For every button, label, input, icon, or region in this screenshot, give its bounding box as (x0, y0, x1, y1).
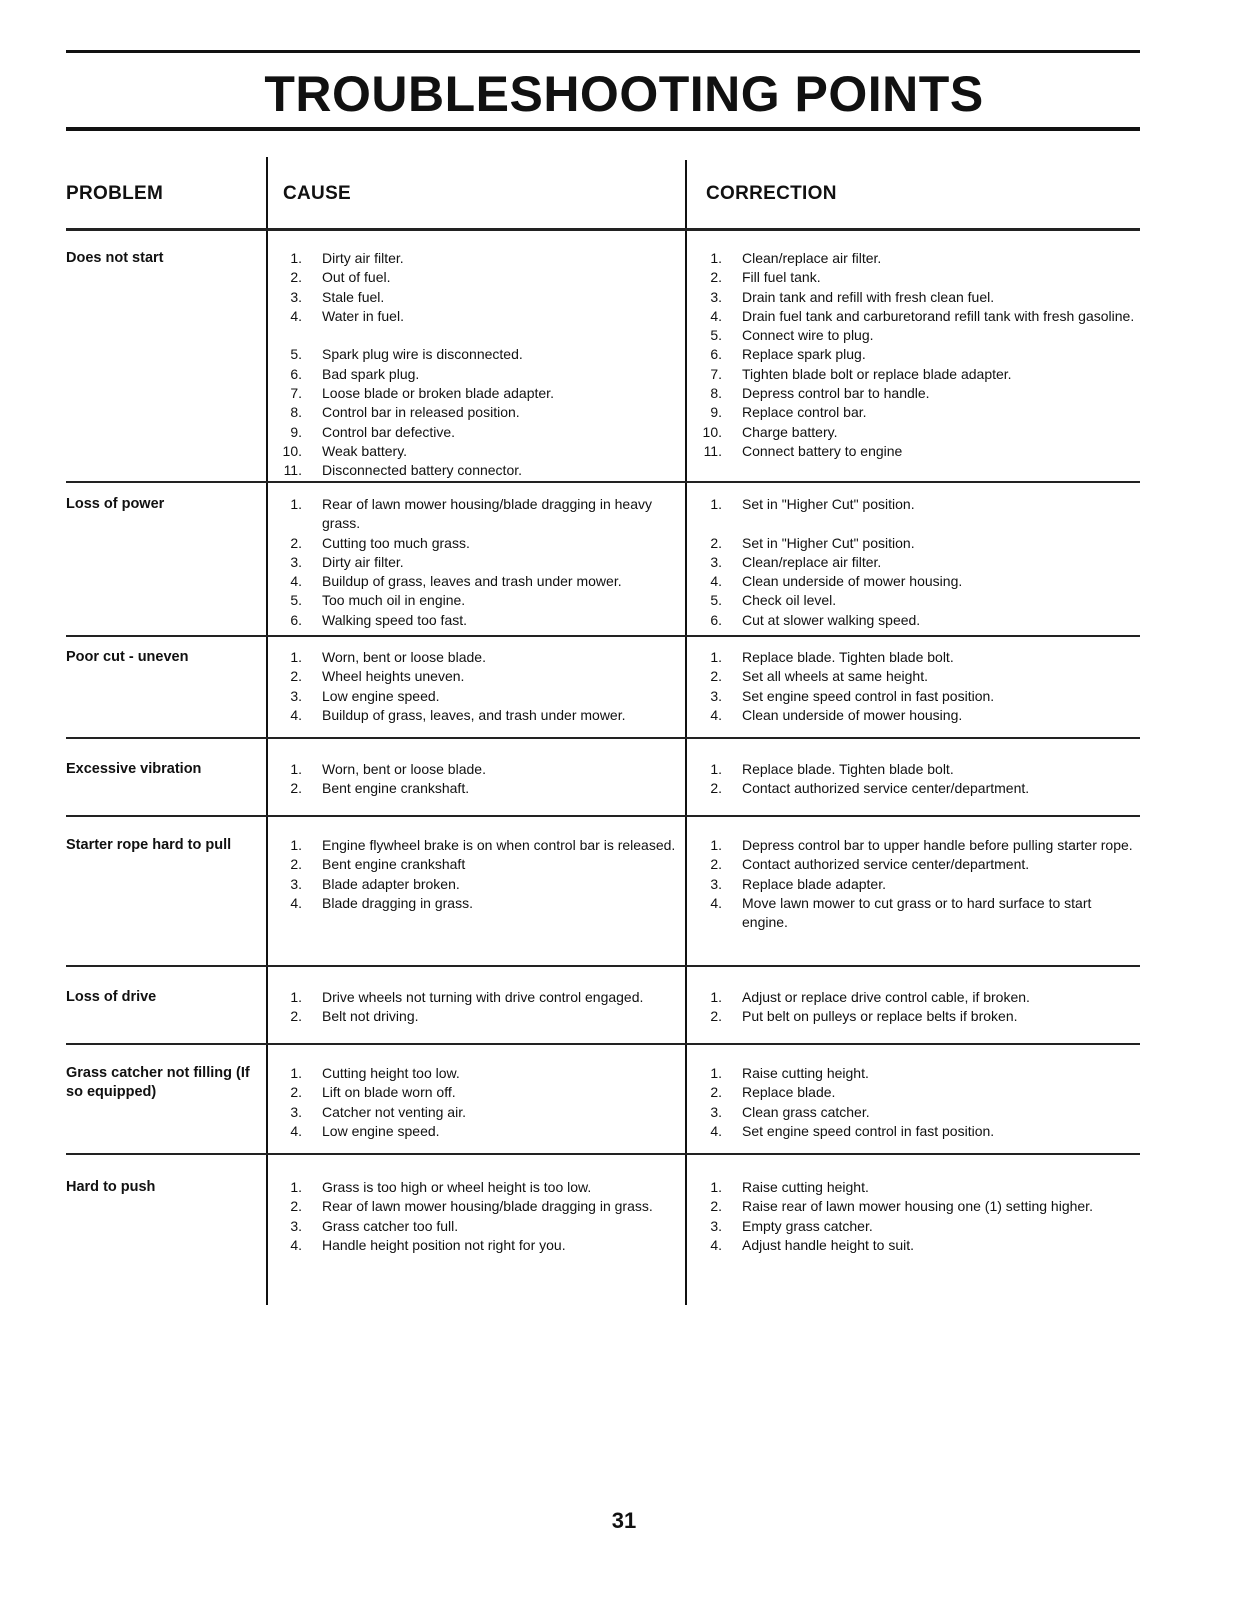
correction-item (698, 403, 1138, 422)
item-text: Set all wheels at same height. (742, 668, 928, 685)
item-number: 2. (290, 1084, 302, 1101)
item-number: 5. (710, 592, 722, 609)
cause-item (278, 249, 688, 268)
item-number: 11. (703, 442, 722, 459)
correction-item (698, 288, 1138, 307)
cause-item (278, 384, 688, 403)
item-text: Too much oil in engine. (322, 592, 466, 609)
item-text: Worn, bent or loose blade. (322, 649, 486, 665)
item-text: Empty grass catcher. (742, 1217, 873, 1234)
item-text: Depress control bar to upper handle before pulling starter rope. (742, 837, 1133, 853)
item-number: 4. (290, 894, 302, 911)
correction-item (698, 687, 1138, 706)
item-text: Drain fuel tank and carburetorand refill tank with fresh gasoline. (742, 307, 1135, 324)
item-number: 1. (290, 496, 302, 512)
correction-item (698, 442, 1138, 461)
correction-item (698, 667, 1138, 686)
item-number: 2. (290, 534, 302, 551)
item-number: 2. (290, 668, 302, 685)
item-number: 4. (710, 307, 722, 324)
item-number: 1. (710, 1065, 722, 1081)
item-text: Handle height position not right for you. (322, 1236, 566, 1253)
correction-list (698, 495, 1138, 630)
item-number: 2. (710, 269, 722, 286)
correction-item (698, 1122, 1138, 1141)
item-number: 3. (290, 687, 302, 704)
item-number: 3. (290, 288, 302, 305)
correction-item (698, 1103, 1138, 1122)
item-number: 6. (290, 611, 302, 628)
item-text: Connect battery to engine (742, 442, 903, 459)
item-number: 3. (290, 1217, 302, 1234)
item-text: Bad spark plug. (322, 365, 420, 382)
header-cause: CAUSE (283, 183, 352, 204)
item-number: 1. (710, 1179, 722, 1195)
correction-list (698, 249, 1138, 461)
correction-item (698, 572, 1138, 591)
cause-list (278, 648, 688, 725)
correction-item (698, 1007, 1138, 1026)
item-number: 2. (290, 780, 302, 797)
item-text: Dirty air filter. (322, 250, 404, 266)
correction-item (698, 760, 1138, 779)
item-number: 4. (290, 1122, 302, 1139)
item-text: Cutting too much grass. (322, 534, 470, 551)
cause-item (278, 706, 688, 725)
correction-item (698, 249, 1138, 268)
correction-item (698, 326, 1138, 345)
cause-item (278, 1103, 688, 1122)
cause-item (278, 1217, 688, 1236)
item-text: Contact authorized service center/department. (742, 780, 1030, 797)
item-number: 7. (710, 365, 722, 382)
item-number: 5. (290, 346, 302, 363)
item-text: Rear of lawn mower housing/blade dragging in grass. (322, 1198, 653, 1215)
column-divider-cause (266, 157, 268, 1305)
item-number: 2. (710, 534, 722, 551)
problem-label: Excessive vibration (66, 761, 202, 777)
title-rule-top (66, 50, 1140, 53)
problem-label: Starter rope hard to pull (66, 837, 232, 853)
cause-item (278, 1083, 688, 1102)
item-text: Connect wire to plug. (742, 327, 874, 344)
item-number: 1. (710, 649, 722, 665)
item-text: Catcher not venting air. (322, 1103, 466, 1120)
problem-label: Does not start (66, 250, 164, 266)
correction-item (698, 345, 1138, 364)
item-text: Low engine speed. (322, 687, 440, 704)
item-text: Weak battery. (322, 442, 408, 459)
cause-item (278, 307, 688, 326)
correction-item (698, 988, 1138, 1007)
page-title: TROUBLESHOOTING POINTS (264, 66, 984, 122)
correction-item (698, 365, 1138, 384)
item-number: 5. (710, 327, 722, 344)
item-text: Contact authorized service center/department. (742, 856, 1030, 873)
cause-item (278, 326, 688, 345)
row-separator (66, 635, 1140, 637)
correction-item (698, 268, 1138, 287)
item-text: Check oil level. (742, 592, 837, 609)
item-text: Replace spark plug. (742, 346, 866, 363)
item-text: Worn, bent or loose blade. (322, 761, 486, 777)
item-text: Raise cutting height. (742, 1065, 869, 1081)
item-text: Out of fuel. (322, 269, 391, 286)
row-separator (66, 737, 1140, 739)
item-text: Set engine speed control in fast position. (742, 687, 995, 704)
item-text: Loose blade or broken blade adapter. (322, 385, 554, 402)
item-number: 7. (290, 385, 302, 402)
item-text: Clean underside of mower housing. (742, 706, 963, 723)
correction-list (698, 1064, 1138, 1141)
cause-item (278, 268, 688, 287)
item-number: 8. (710, 385, 722, 402)
item-number: 3. (710, 687, 722, 704)
correction-list (698, 836, 1138, 932)
item-text: Replace blade. Tighten blade bolt. (742, 649, 954, 665)
problem-label: Poor cut - uneven (66, 649, 189, 665)
item-text: Bent engine crankshaft. (322, 780, 470, 797)
cause-item (278, 1197, 688, 1216)
item-number: 2. (710, 1008, 722, 1025)
item-number: 3. (710, 553, 722, 570)
cause-item (278, 288, 688, 307)
item-text: Water in fuel. (322, 307, 404, 324)
correction-item (698, 855, 1138, 874)
item-number: 1. (290, 989, 302, 1005)
item-text: Set in "Higher Cut" position. (742, 496, 915, 512)
item-number: 4. (710, 573, 722, 590)
correction-list (698, 760, 1138, 799)
item-text: Low engine speed. (322, 1122, 440, 1139)
item-number: 1. (290, 761, 302, 777)
item-text: Cut at slower walking speed. (742, 611, 921, 628)
item-text: Cutting height too low. (322, 1065, 460, 1081)
cause-list (278, 836, 688, 913)
item-text: Clean underside of mower housing. (742, 573, 963, 590)
item-number: 1. (290, 1179, 302, 1195)
item-number: 4. (290, 1236, 302, 1253)
page-number: 31 (611, 1508, 637, 1533)
item-number: 10. (702, 423, 722, 440)
correction-item (698, 1197, 1138, 1216)
cause-item (278, 553, 688, 572)
item-text: Set in "Higher Cut" position. (742, 534, 915, 551)
header-problem: PROBLEM (66, 183, 164, 204)
item-text: Fill fuel tank. (742, 269, 821, 286)
item-text: Engine flywheel brake is on when control bar is released. (322, 837, 676, 853)
item-text: Put belt on pulleys or replace belts if broken. (742, 1008, 1018, 1025)
cause-item (278, 648, 688, 667)
cause-item (278, 534, 688, 553)
item-number: 1. (710, 989, 722, 1005)
item-number: 4. (290, 573, 302, 590)
item-text: Replace blade. (742, 1084, 836, 1101)
cause-item (278, 345, 688, 364)
cause-item (278, 461, 688, 480)
cause-item (278, 1122, 688, 1141)
correction-item (698, 591, 1138, 610)
item-text: Move lawn mower to cut grass or to hard surface to start engine. (742, 894, 1092, 931)
cause-list (278, 1064, 688, 1141)
item-number: 6. (710, 611, 722, 628)
item-text: Stale fuel. (322, 288, 385, 305)
cause-list (278, 760, 688, 799)
item-text: Control bar in released position. (322, 404, 520, 421)
correction-item (698, 648, 1138, 667)
item-number: 3. (710, 288, 722, 305)
item-number: 4. (290, 307, 302, 324)
item-text: Clean/replace air filter. (742, 553, 882, 570)
correction-item (698, 894, 1138, 933)
item-number: 4. (710, 894, 722, 911)
item-number: 2. (290, 269, 302, 286)
item-number: 1. (710, 496, 722, 512)
cause-item (278, 1064, 688, 1083)
cause-item (278, 1007, 688, 1026)
item-text: Raise rear of lawn mower housing one (1) setting higher. (742, 1198, 1093, 1215)
item-number: 2. (710, 856, 722, 873)
item-number: 11. (283, 462, 302, 479)
cause-item (278, 894, 688, 913)
cause-item (278, 875, 688, 894)
item-number: 2. (290, 856, 302, 873)
item-text: Grass is too high or wheel height is too low. (322, 1179, 592, 1195)
correction-list (698, 1178, 1138, 1255)
item-number: 4. (710, 1122, 722, 1139)
row-separator (66, 481, 1140, 483)
cause-item (278, 442, 688, 461)
item-number: 1. (710, 837, 722, 853)
item-text: Disconnected battery connector. (322, 462, 523, 479)
cause-item (278, 836, 688, 855)
row-separator (66, 965, 1140, 967)
item-number: 10. (282, 442, 302, 459)
row-separator (66, 1043, 1140, 1045)
item-text: Spark plug wire is disconnected. (322, 346, 523, 363)
header-correction: CORRECTION (706, 183, 837, 204)
item-text: Drive wheels not turning with drive control engaged. (322, 989, 644, 1005)
correction-item (698, 384, 1138, 403)
item-text: Tighten blade bolt or replace blade adapter. (742, 365, 1012, 382)
item-text: Wheel heights uneven. (322, 668, 465, 685)
item-number: 2. (290, 1008, 302, 1025)
correction-item (698, 836, 1138, 855)
cause-item (278, 779, 688, 798)
correction-item (698, 534, 1138, 553)
header-separator (66, 228, 1140, 231)
cause-list (278, 249, 688, 481)
item-number: 2. (710, 780, 722, 797)
item-number: 4. (710, 706, 722, 723)
item-number: 9. (710, 404, 722, 421)
item-text: Belt not driving. (322, 1008, 419, 1025)
cause-item (278, 855, 688, 874)
item-number: 4. (290, 706, 302, 723)
correction-item (698, 1064, 1138, 1083)
item-text: Adjust or replace drive control cable, if broken. (742, 989, 1030, 1005)
row-separator (66, 815, 1140, 817)
item-text: Clean grass catcher. (742, 1103, 870, 1120)
item-text: Set engine speed control in fast position. (742, 1122, 995, 1139)
item-text: Adjust handle height to suit. (742, 1236, 915, 1253)
item-number: 1. (290, 250, 302, 266)
cause-item (278, 423, 688, 442)
item-number: 3. (710, 875, 722, 892)
item-text: Grass catcher too full. (322, 1217, 459, 1234)
cause-item (278, 687, 688, 706)
item-number: 9. (290, 423, 302, 440)
item-number: 2. (710, 1084, 722, 1101)
cause-item (278, 591, 688, 610)
cause-item (278, 667, 688, 686)
item-number: 1. (710, 761, 722, 777)
cause-item (278, 760, 688, 779)
cause-item (278, 1178, 688, 1197)
problem-label: Hard to push (66, 1179, 156, 1195)
correction-list (698, 648, 1138, 725)
correction-list (698, 988, 1138, 1027)
cause-list (278, 1178, 688, 1255)
cause-item (278, 1236, 688, 1255)
correction-item (698, 495, 1138, 514)
item-number: 3. (290, 1103, 302, 1120)
item-text: Replace blade adapter. (742, 875, 886, 892)
item-number: 3. (710, 1103, 722, 1120)
correction-item (698, 514, 1138, 533)
problem-label: Loss of power (66, 496, 165, 512)
item-number: 3. (290, 875, 302, 892)
correction-item (698, 875, 1138, 894)
item-number: 5. (290, 592, 302, 609)
title-rule-bottom (66, 127, 1140, 131)
item-text: Drain tank and refill with fresh clean fuel. (742, 288, 995, 305)
correction-item (698, 553, 1138, 572)
item-number: 4. (710, 1236, 722, 1253)
item-number: 6. (290, 365, 302, 382)
item-text: Depress control bar to handle. (742, 385, 930, 402)
item-text: Walking speed too fast. (322, 611, 468, 628)
item-text: Charge battery. (742, 423, 838, 440)
item-text: Bent engine crankshaft (322, 856, 466, 873)
correction-item (698, 1083, 1138, 1102)
item-text: Blade dragging in grass. (322, 894, 473, 911)
item-number: 1. (290, 649, 302, 665)
item-number: 3. (710, 1217, 722, 1234)
correction-item (698, 307, 1138, 326)
item-text: Blade adapter broken. (322, 875, 460, 892)
item-number: 1. (290, 837, 302, 853)
item-text: Buildup of grass, leaves, and trash under mower. (322, 706, 626, 723)
correction-item (698, 1236, 1138, 1255)
item-text: Raise cutting height. (742, 1179, 869, 1195)
item-number: 6. (710, 346, 722, 363)
item-number: 2. (710, 668, 722, 685)
correction-item (698, 1178, 1138, 1197)
item-text: Dirty air filter. (322, 553, 404, 570)
item-text: Replace control bar. (742, 404, 867, 421)
cause-item (278, 365, 688, 384)
correction-item (698, 706, 1138, 725)
correction-item (698, 779, 1138, 798)
correction-item (698, 611, 1138, 630)
item-text: Buildup of grass, leaves and trash under mower. (322, 573, 622, 590)
item-text: Control bar defective. (322, 423, 456, 440)
problem-label: Grass catcher not filling (If so equipped) (66, 1065, 250, 1100)
item-text: Rear of lawn mower housing/blade dragging in heavy grass. (322, 496, 652, 532)
cause-list (278, 988, 688, 1027)
cause-item (278, 988, 688, 1007)
item-number: 1. (290, 1065, 302, 1081)
item-text: Replace blade. Tighten blade bolt. (742, 761, 954, 777)
cause-item (278, 403, 688, 422)
item-number: 1. (710, 250, 722, 266)
item-number: 3. (290, 553, 302, 570)
item-number: 2. (290, 1198, 302, 1215)
row-separator (66, 1153, 1140, 1155)
correction-item (698, 423, 1138, 442)
item-number: 2. (710, 1198, 722, 1215)
item-number: 8. (290, 404, 302, 421)
cause-item (278, 495, 688, 534)
cause-item (278, 572, 688, 591)
item-text: Clean/replace air filter. (742, 250, 882, 266)
item-text: Lift on blade worn off. (322, 1084, 456, 1101)
problem-label: Loss of drive (66, 989, 157, 1005)
correction-item (698, 1217, 1138, 1236)
cause-list (278, 495, 688, 630)
cause-item (278, 611, 688, 630)
